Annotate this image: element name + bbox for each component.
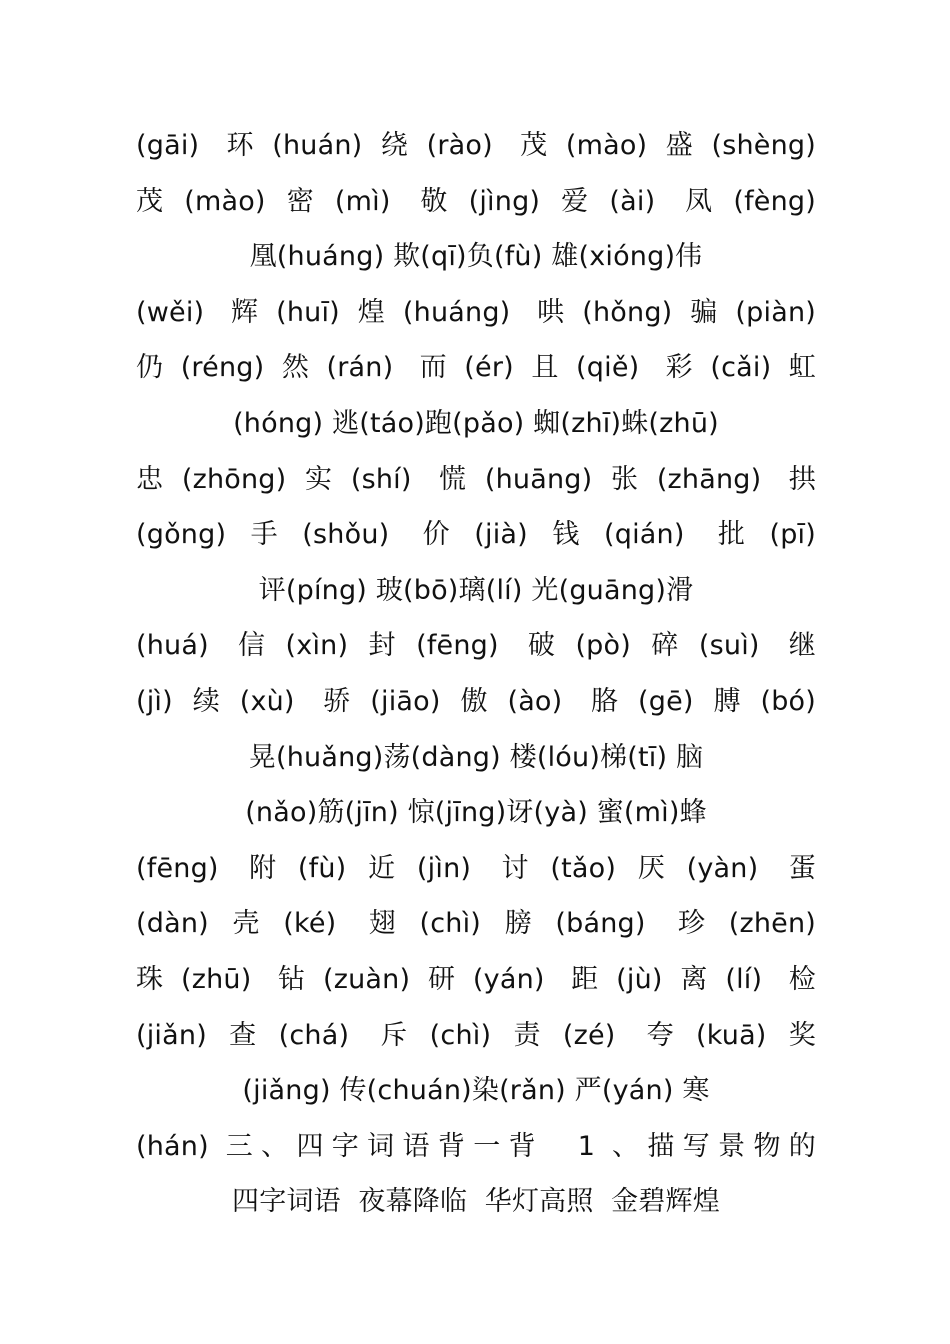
text-line: 凰(huáng) 欺(qī)负(fù) 雄(xióng)伟: [249, 241, 703, 273]
text-line: 仍(réng)然(rán) 而(ér)且(qiě) 彩(cǎi)虹: [136, 352, 816, 384]
text-line: (gāi) 环(huán)绕(rào) 茂(mào)盛(shèng): [136, 130, 816, 161]
text-line: (fēng) 附(fù)近(jìn) 讨(tǎo)厌(yàn) 蛋: [136, 852, 816, 884]
text-line: 四字词语 夜幕降临 华灯高照 金碧辉煌: [232, 1186, 720, 1218]
text-line: (hán) 三、四字词语背一背 1 、描写景物的: [136, 1130, 816, 1162]
text-line: (nǎo)筋(jīn) 惊(jīng)讶(yà) 蜜(mì)蜂: [245, 797, 707, 829]
text-line: 忠(zhōng)实(shí) 慌(huāng)张(zhāng) 拱: [136, 463, 816, 495]
text-line: (dàn)壳(ké) 翅(chì)膀(báng) 珍(zhēn): [136, 908, 816, 940]
text-line: (jì)续(xù) 骄(jiāo)傲(ào) 胳(gē)膊(bó): [136, 685, 816, 717]
text-line: (gǒng)手(shǒu) 价(jià)钱(qián) 批(pī): [136, 519, 816, 551]
text-line: (jiǎn)查(chá) 斥(chì)责(zé) 夸(kuā)奖: [136, 1019, 816, 1051]
text-line: (wěi) 辉(huī)煌(huáng) 哄(hǒng)骗(piàn): [136, 296, 816, 328]
text-line: 晃(huǎng)荡(dàng) 楼(lóu)梯(tī) 脑: [248, 741, 704, 773]
text-line: 茂(mào)密(mì) 敬(jìng)爱(ài) 凤(fèng): [136, 185, 816, 217]
text-line: (huá) 信(xìn)封(fēng) 破(pò)碎(suì) 继: [136, 630, 816, 662]
text-line: (jiǎng) 传(chuán)染(rǎn) 严(yán) 寒: [242, 1075, 710, 1107]
text-line: (hóng) 逃(táo)跑(pǎo) 蜘(zhī)蛛(zhū): [233, 407, 719, 439]
text-line: 评(píng) 玻(bō)璃(lí) 光(guāng)滑: [258, 574, 694, 606]
pinyin-text-block: [136, 118, 816, 1230]
text-line: 珠(zhū) 钻(zuàn)研(yán) 距(jù)离(lí) 检: [136, 963, 816, 995]
